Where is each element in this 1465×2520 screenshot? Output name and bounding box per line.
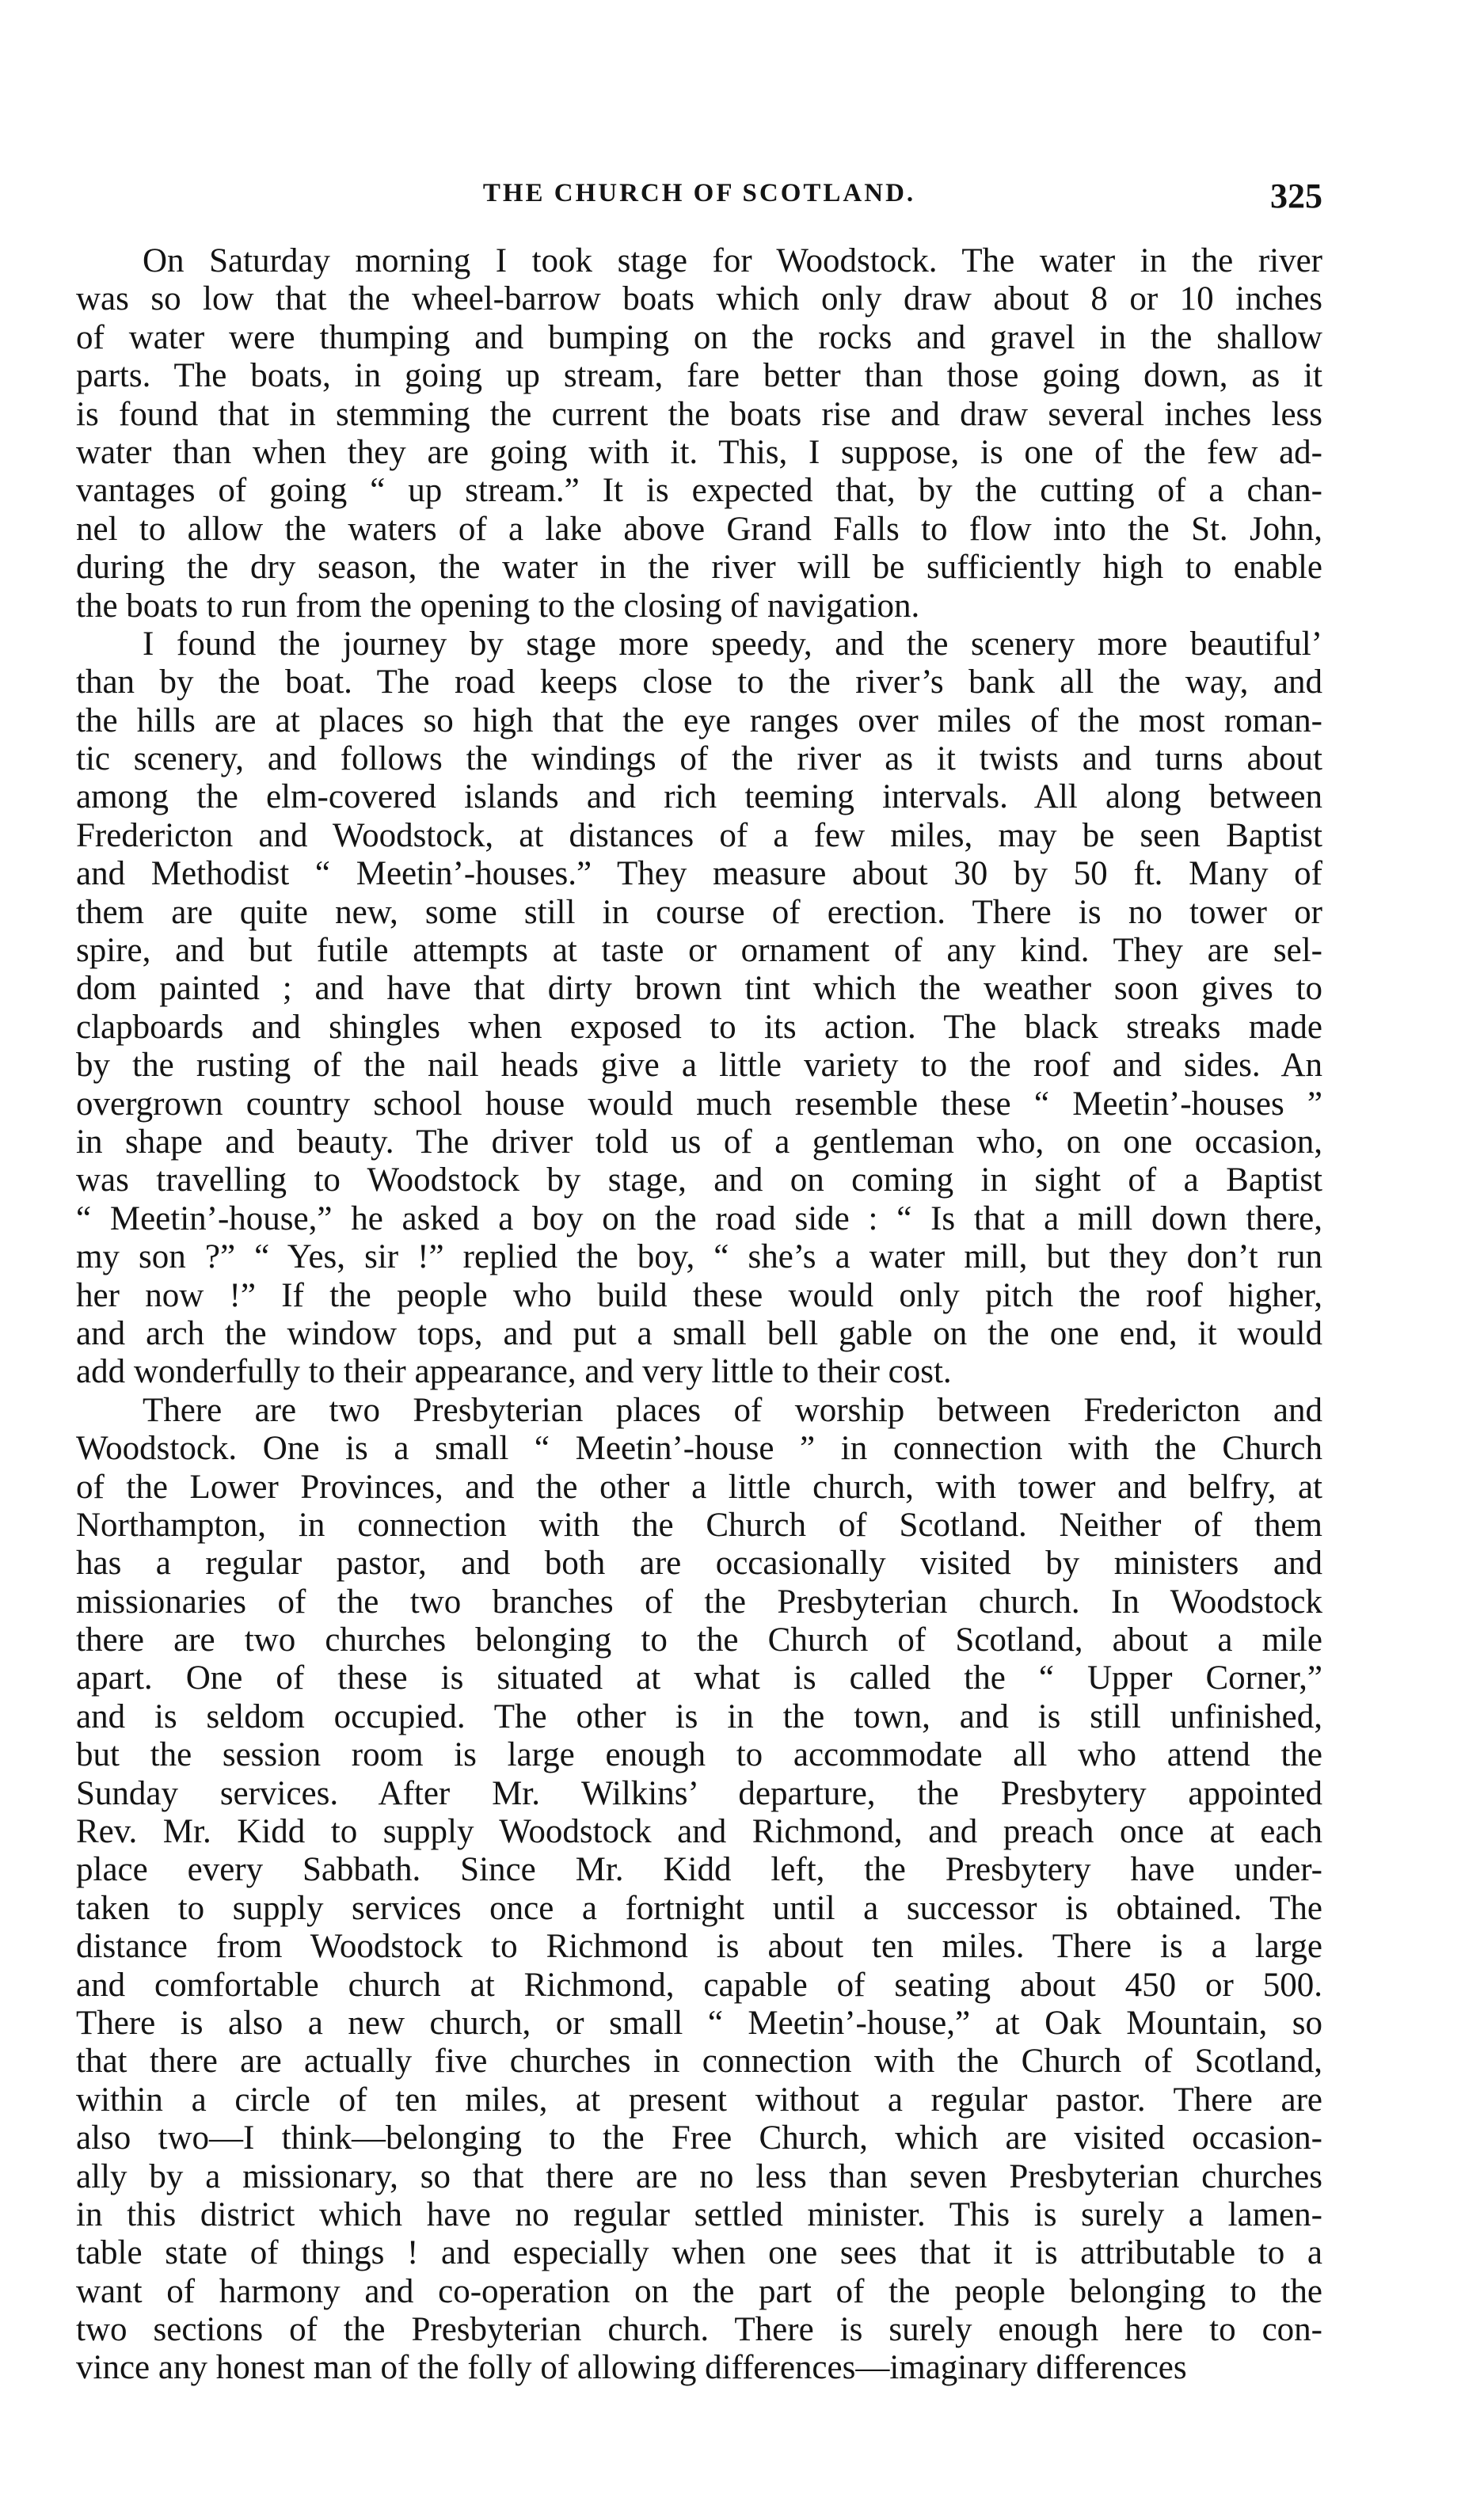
- text-line: in this district which have no regular settled minister. This is surely a lamen-: [76, 2195, 1322, 2233]
- text-line: distance from Woodstock to Richmond is about ten miles. There is a large: [76, 1928, 1322, 1966]
- text-line: them are quite new, some still in course of erection. There is no tower or: [76, 893, 1322, 931]
- text-line: Fredericton and Woodstock, at distances of a few miles, may be seen Baptist: [76, 816, 1322, 854]
- text-line: and Methodist “ Meetin’-houses.” They measure about 30 by 50 ft. Many of: [76, 855, 1322, 893]
- text-line: Woodstock. One is a small “ Meetin’-house ” in connection with the Church: [76, 1430, 1322, 1468]
- body-text: [76, 242, 1322, 2388]
- page-number: 325: [1270, 177, 1322, 215]
- text-line: nel to allow the waters of a lake above Grand Falls to flow into the St. John,: [76, 510, 1322, 548]
- text-line: my son ?” “ Yes, sir !” replied the boy, “ she’s a water mill, but they don’t run: [76, 1238, 1322, 1276]
- text-line: in shape and beauty. The driver told us of a gentleman who, on one occasion,: [76, 1123, 1322, 1161]
- running-title: THE CHURCH OF SCOTLAND.: [482, 179, 916, 207]
- text-line: the boats to run from the opening to the closing of navigation.: [76, 587, 920, 625]
- paragraph: [76, 1392, 1322, 2388]
- text-line: during the dry season, the water in the river will be sufficiently high to enable: [76, 549, 1322, 587]
- text-line: There are two Presbyterian places of worship between Fredericton and: [143, 1391, 1322, 1429]
- text-line: than by the boat. The road keeps close to the river’s bank all the way, and: [76, 663, 1322, 701]
- text-line: by the rusting of the nail heads give a little variety to the roof and sides. An: [76, 1047, 1322, 1085]
- text-line: “ Meetin’-house,” he asked a boy on the road side : “ Is that a mill down there,: [76, 1199, 1322, 1237]
- running-head: [76, 179, 1322, 219]
- text-line: dom painted ; and have that dirty brown tint which the weather soon gives to: [76, 970, 1322, 1008]
- text-line: there are two churches belonging to the Church of Scotland, about a mile: [76, 1621, 1322, 1659]
- paragraph: [76, 242, 1322, 625]
- text-line: clapboards and shingles when exposed to its action. The black streaks made: [76, 1008, 1322, 1046]
- text-line: add wonderfully to their appearance, and very little to their cost.: [76, 1353, 952, 1391]
- text-line: has a regular pastor, and both are occasionally visited by ministers and: [76, 1545, 1322, 1583]
- text-line: of water were thumping and bumping on the rocks and gravel in the shallow: [76, 318, 1322, 356]
- text-line: and arch the window tops, and put a small bell gable on the one end, it would: [76, 1314, 1322, 1352]
- text-line: was travelling to Woodstock by stage, and on coming in sight of a Baptist: [76, 1161, 1322, 1199]
- text-line: want of harmony and co-operation on the part of the people belonging to the: [76, 2272, 1322, 2310]
- text-line: within a circle of ten miles, at present without a regular pastor. There are: [76, 2081, 1322, 2119]
- text-line: two sections of the Presbyterian church. There is surely enough here to con-: [76, 2311, 1322, 2349]
- text-line: vantages of going “ up stream.” It is expected that, by the cutting of a chan-: [76, 472, 1322, 510]
- text-line: among the elm-covered islands and rich teeming intervals. All along between: [76, 778, 1322, 816]
- text-line: also two—I think—belonging to the Free Church, which are visited occasion-: [76, 2119, 1322, 2157]
- text-line: taken to supply services once a fortnight until a successor is obtained. The: [76, 1889, 1322, 1927]
- text-line: the hills are at places so high that the eye ranges over miles of the most roman-: [76, 701, 1322, 739]
- text-line: apart. One of these is situated at what is called the “ Upper Corner,”: [76, 1659, 1322, 1697]
- text-line: and comfortable church at Richmond, capable of seating about 450 or 500.: [76, 1966, 1322, 2004]
- text-line: ally by a missionary, so that there are no less than seven Presbyterian churches: [76, 2157, 1322, 2195]
- text-line: was so low that the wheel-barrow boats which only draw about 8 or 10 inches: [76, 280, 1322, 318]
- text-line: parts. The boats, in going up stream, fare better than those going down, as it: [76, 357, 1322, 395]
- text-line: I found the journey by stage more speedy, and the scenery more beautiful’: [143, 625, 1322, 663]
- text-line: water than when they are going with it. This, I suppose, is one of the few ad-: [76, 433, 1322, 471]
- text-line: missionaries of the two branches of the Presbyterian church. In Woodstock: [76, 1583, 1322, 1621]
- text-line: Sunday services. After Mr. Wilkins’ departure, the Presbytery appointed: [76, 1774, 1322, 1812]
- text-line: On Saturday morning I took stage for Woodstock. The water in the river: [143, 242, 1322, 279]
- text-line: but the session room is large enough to accommodate all who attend the: [76, 1736, 1322, 1774]
- text-line: of the Lower Provinces, and the other a little church, with tower and belfry, at: [76, 1468, 1322, 1506]
- text-line: table state of things ! and especially when one sees that it is attributable to a: [76, 2234, 1322, 2272]
- text-line: vince any honest man of the folly of allowing differences—imaginary differences: [76, 2349, 1187, 2387]
- text-line: is found that in stemming the current the boats rise and draw several inches less: [76, 395, 1322, 433]
- text-line: tic scenery, and follows the windings of the river as it twists and turns about: [76, 740, 1322, 778]
- text-line: overgrown country school house would much resemble these “ Meetin’-houses ”: [76, 1085, 1322, 1123]
- text-line: There is also a new church, or small “ Meetin’-house,” at Oak Mountain, so: [76, 2004, 1322, 2042]
- text-line: Northampton, in connection with the Church of Scotland. Neither of them: [76, 1506, 1322, 1544]
- paragraph: [76, 625, 1322, 1392]
- text-line: that there are actually five churches in connection with the Church of Scotland,: [76, 2043, 1322, 2081]
- text-line: and is seldom occupied. The other is in the town, and is still unfinished,: [76, 1697, 1322, 1735]
- text-line: her now !” If the people who build these would only pitch the roof higher,: [76, 1276, 1322, 1314]
- text-line: place every Sabbath. Since Mr. Kidd left, the Presbytery have under-: [76, 1851, 1322, 1889]
- text-line: Rev. Mr. Kidd to supply Woodstock and Richmond, and preach once at each: [76, 1813, 1322, 1851]
- text-line: spire, and but futile attempts at taste or ornament of any kind. They are sel-: [76, 932, 1322, 970]
